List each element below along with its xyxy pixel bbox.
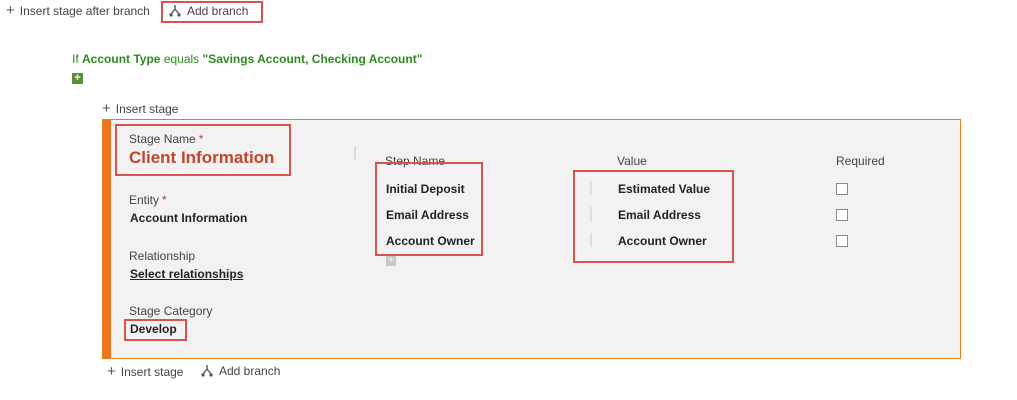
stage-name-label: Stage Name * <box>129 132 204 146</box>
add-branch-label: Add branch <box>187 4 249 18</box>
condition-field[interactable]: Account Type <box>82 52 161 66</box>
plus-icon: + <box>107 363 116 380</box>
required-header: Required <box>836 154 885 168</box>
condition-operator: equals <box>163 52 200 66</box>
add-branch-button-bottom[interactable] <box>200 364 280 378</box>
stage-name-value[interactable]: Client Information <box>129 148 275 167</box>
value-cell[interactable]: Email Address <box>618 208 701 222</box>
entity-value[interactable]: Account Information <box>130 211 248 225</box>
required-checkbox[interactable] <box>836 209 848 221</box>
branch-condition <box>72 52 422 66</box>
insert-stage-label: Insert stage <box>120 365 184 379</box>
relationship-label: Relationship <box>129 249 196 263</box>
plus-icon: + <box>102 100 111 117</box>
branch-icon <box>200 364 214 378</box>
required-checkbox[interactable] <box>836 183 848 195</box>
step-name-cell[interactable]: Email Address <box>386 208 469 222</box>
insert-stage-label: Insert stage <box>115 102 179 116</box>
add-condition-icon[interactable]: + <box>72 73 83 84</box>
step-name-cell[interactable]: Account Owner <box>386 234 475 248</box>
insert-stage-button-bottom[interactable] <box>107 365 183 379</box>
stage-accent-bar <box>103 120 111 358</box>
highlight-stage-category <box>124 319 187 341</box>
entity-label: Entity * <box>129 193 167 207</box>
insert-stage-after-branch-button[interactable] <box>6 4 150 18</box>
stage-category-label: Stage Category <box>129 304 213 318</box>
value-cell[interactable]: Estimated Value <box>618 182 711 196</box>
highlight-stage-name <box>115 124 291 176</box>
highlight-step-names <box>375 162 483 256</box>
value-header: Value <box>617 154 647 168</box>
step-name-header: Step Name <box>385 154 446 168</box>
select-relationships-link[interactable]: Select relationships <box>130 267 244 281</box>
step-name-cell[interactable]: Initial Deposit <box>386 182 465 196</box>
required-asterisk: * <box>198 132 204 146</box>
add-branch-label: Add branch <box>219 364 281 378</box>
highlight-add-branch <box>161 1 263 23</box>
required-asterisk: * <box>162 193 167 207</box>
plus-icon: + <box>6 2 15 19</box>
value-cell[interactable]: Account Owner <box>618 234 707 248</box>
condition-prefix: If <box>72 52 79 66</box>
insert-stage-button-top[interactable] <box>102 102 178 116</box>
add-step-icon[interactable]: + <box>386 256 396 266</box>
insert-stage-after-branch-label: Insert stage after branch <box>19 4 150 18</box>
stage-category-value[interactable]: Develop <box>130 322 177 336</box>
highlight-values <box>573 170 734 263</box>
column-divider <box>354 146 356 160</box>
required-checkbox[interactable] <box>836 235 848 247</box>
condition-value[interactable]: "Savings Account, Checking Account" <box>202 52 423 66</box>
